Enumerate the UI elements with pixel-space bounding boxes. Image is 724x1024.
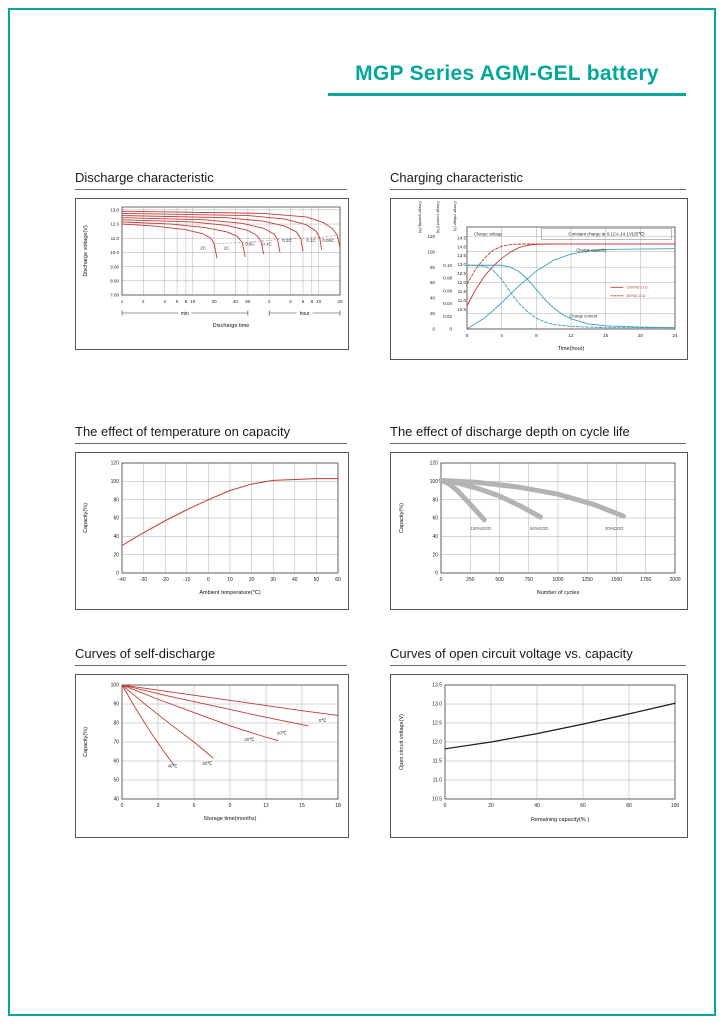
section-self-discharge (75, 646, 347, 848)
svg-text:8: 8 (184, 299, 188, 304)
svg-text:0: 0 (465, 333, 469, 338)
svg-text:2000: 2000 (669, 577, 681, 583)
svg-text:2: 2 (142, 299, 145, 304)
section-title-ocv: Curves of open circuit voltage vs. capacity (390, 646, 686, 666)
svg-text:80: 80 (626, 803, 632, 809)
svg-text:0: 0 (439, 577, 443, 583)
svg-text:0.1C: 0.1C (306, 238, 316, 244)
self-discharge-plot (76, 675, 348, 837)
svg-text:60: 60 (113, 515, 119, 522)
svg-text:11.0: 11.0 (432, 777, 442, 784)
charging-characteristic-chart (390, 198, 688, 360)
svg-text:Storage time(months): Storage time(months) (203, 816, 257, 822)
discharge-characteristic-chart (75, 198, 349, 350)
discharge-characteristic-plot (76, 199, 348, 349)
svg-text:20: 20 (488, 803, 494, 809)
svg-text:80: 80 (432, 497, 438, 504)
svg-text:Charge current: Charge current (569, 313, 598, 319)
svg-text:120: 120 (110, 460, 119, 467)
svg-text:Time(hour): Time(hour) (557, 346, 585, 352)
svg-text:Discharge voltage(V): Discharge voltage(V) (83, 225, 89, 277)
svg-text:0: 0 (449, 326, 452, 332)
svg-text:6: 6 (192, 803, 196, 809)
svg-text:Capacity(%): Capacity(%) (83, 503, 89, 533)
svg-text:Remaining capacity(% ): Remaining capacity(% ) (530, 817, 590, 823)
svg-text:-10: -10 (183, 577, 191, 583)
ocv-capacity-plot (391, 675, 687, 837)
page-header (328, 62, 686, 96)
svg-text:20: 20 (637, 333, 643, 338)
temperature-capacity-plot (76, 453, 348, 609)
svg-text:100: 100 (670, 803, 680, 809)
svg-text:0℃: 0℃ (318, 718, 327, 724)
svg-text:13.0: 13.0 (457, 262, 466, 268)
section-charging-characteristic (390, 170, 686, 370)
svg-text:1000: 1000 (552, 577, 564, 583)
svg-text:0.08: 0.08 (443, 275, 452, 281)
section-ocv-capacity (390, 646, 686, 848)
svg-text:40: 40 (429, 295, 435, 301)
svg-text:14.0: 14.0 (457, 244, 466, 250)
svg-text:100: 100 (429, 479, 438, 486)
section-temperature-capacity (75, 424, 347, 620)
svg-text:10: 10 (316, 299, 322, 304)
svg-text:24: 24 (672, 333, 678, 338)
section-title-discharge: Discharge characteristic (75, 170, 347, 190)
section-title-self-discharge: Curves of self-discharge (75, 646, 347, 666)
svg-text:60: 60 (335, 577, 341, 583)
svg-text:0.04: 0.04 (443, 301, 452, 307)
svg-text:min: min (180, 310, 189, 317)
section-cycle-life (390, 424, 686, 620)
svg-text:10: 10 (227, 577, 233, 583)
svg-text:11.5: 11.5 (457, 289, 466, 295)
svg-text:70: 70 (113, 739, 119, 746)
svg-text:Open circuit voltage(V): Open circuit voltage(V) (399, 714, 405, 770)
svg-text:12.0: 12.0 (110, 221, 119, 227)
svg-text:Charge voltage: Charge voltage (473, 231, 503, 237)
svg-text:9.00: 9.00 (110, 264, 119, 270)
svg-text:20: 20 (432, 552, 438, 559)
svg-text:100: 100 (110, 479, 119, 486)
svg-text:10.5: 10.5 (457, 306, 466, 312)
svg-text:12.0: 12.0 (432, 739, 442, 746)
svg-text:80: 80 (113, 497, 119, 504)
svg-text:30: 30 (270, 577, 276, 583)
svg-text:0: 0 (120, 803, 124, 809)
svg-text:20: 20 (337, 299, 343, 304)
svg-text:6: 6 (301, 299, 305, 304)
svg-text:60: 60 (245, 299, 251, 304)
svg-text:60: 60 (113, 758, 119, 765)
svg-text:10℃: 10℃ (276, 730, 287, 736)
svg-text:20℃: 20℃ (244, 737, 255, 743)
svg-text:1500: 1500 (610, 577, 623, 583)
svg-text:0.10: 0.10 (443, 262, 452, 268)
svg-text:250: 250 (466, 577, 475, 583)
svg-text:8.00: 8.00 (110, 278, 119, 284)
svg-text:2C: 2C (200, 245, 207, 251)
svg-text:12.0: 12.0 (457, 280, 466, 286)
page-title: MGP Series AGM-GEL battery (355, 62, 659, 85)
self-discharge-chart (75, 674, 349, 838)
cycle-life-plot (391, 453, 687, 609)
svg-text:100%D.O.D: 100%D.O.D (626, 284, 648, 290)
svg-text:4: 4 (289, 299, 292, 304)
svg-text:40: 40 (113, 534, 119, 541)
section-title-charging: Charging characteristic (390, 170, 686, 190)
svg-text:100%DOD: 100%DOD (470, 525, 492, 531)
svg-text:-30: -30 (139, 577, 148, 583)
svg-text:10: 10 (190, 299, 196, 304)
svg-text:20: 20 (113, 552, 119, 559)
svg-text:Discharge time: Discharge time (212, 323, 250, 329)
svg-text:0: 0 (116, 570, 119, 577)
svg-text:13.0: 13.0 (110, 207, 119, 213)
svg-text:13.5: 13.5 (432, 682, 442, 689)
svg-text:40: 40 (292, 577, 298, 583)
svg-text:Capacity(%): Capacity(%) (83, 727, 89, 757)
svg-text:100: 100 (427, 249, 435, 255)
svg-text:6: 6 (175, 299, 179, 304)
svg-text:20: 20 (248, 577, 255, 583)
svg-text:15: 15 (299, 803, 305, 809)
svg-text:120: 120 (429, 460, 438, 467)
svg-text:100: 100 (110, 682, 119, 689)
svg-text:30%DOD: 30%DOD (604, 525, 624, 531)
svg-text:Charge quantity (%): Charge quantity (%) (418, 201, 422, 233)
svg-text:1750: 1750 (640, 577, 652, 583)
svg-text:13.0: 13.0 (432, 701, 442, 708)
svg-text:8: 8 (310, 299, 314, 304)
svg-text:Number of cycles: Number of cycles (536, 590, 580, 596)
svg-text:120: 120 (427, 233, 435, 239)
svg-text:Charge current (CA): Charge current (CA) (436, 201, 440, 234)
svg-text:10.5: 10.5 (432, 796, 442, 803)
svg-text:16: 16 (603, 333, 609, 338)
svg-text:11.0: 11.0 (110, 235, 119, 241)
svg-text:1250: 1250 (581, 577, 593, 583)
svg-text:0: 0 (435, 570, 438, 577)
cycle-life-chart (390, 452, 688, 610)
ocv-capacity-chart (390, 674, 688, 838)
svg-text:12.5: 12.5 (432, 720, 442, 727)
svg-text:60: 60 (432, 515, 438, 522)
svg-text:60: 60 (429, 280, 435, 286)
svg-text:-20: -20 (161, 577, 169, 583)
svg-text:12: 12 (263, 803, 269, 809)
svg-text:7.00: 7.00 (110, 292, 119, 298)
svg-text:-40: -40 (118, 577, 126, 583)
svg-text:0.6C: 0.6C (245, 241, 255, 247)
svg-text:40: 40 (113, 796, 119, 803)
svg-text:80: 80 (113, 720, 119, 727)
svg-text:hour: hour (299, 310, 310, 317)
svg-text:0.05C: 0.05C (322, 238, 335, 244)
svg-text:14.5: 14.5 (457, 235, 466, 241)
svg-text:0.2C: 0.2C (282, 238, 292, 244)
svg-text:10.0: 10.0 (110, 250, 119, 256)
svg-text:50%D.O.D: 50%D.O.D (626, 292, 646, 298)
svg-text:90: 90 (113, 701, 119, 708)
svg-text:30℃: 30℃ (202, 760, 213, 766)
svg-text:50%DOD: 50%DOD (530, 525, 549, 531)
svg-text:9: 9 (228, 803, 232, 809)
svg-text:40: 40 (432, 534, 438, 541)
svg-text:Ambient temperature(℃): Ambient temperature(℃) (199, 590, 261, 596)
svg-text:50: 50 (313, 577, 320, 583)
svg-text:Capacity(%): Capacity(%) (399, 503, 405, 533)
svg-text:20: 20 (429, 311, 435, 317)
svg-text:Charge capacity: Charge capacity (576, 247, 607, 253)
svg-text:40℃: 40℃ (167, 763, 178, 769)
svg-text:11.0: 11.0 (457, 297, 466, 303)
svg-text:8: 8 (535, 333, 538, 338)
section-discharge-characteristic (75, 170, 347, 360)
svg-text:0.4C: 0.4C (262, 241, 272, 247)
temperature-capacity-chart (75, 452, 349, 610)
svg-text:3: 3 (156, 803, 160, 809)
svg-text:20: 20 (211, 299, 217, 304)
svg-text:12.5: 12.5 (457, 271, 466, 277)
section-title-cycle-life: The effect of discharge depth on cycle life (390, 424, 686, 444)
section-title-temperature: The effect of temperature on capacity (75, 424, 347, 444)
svg-text:0: 0 (207, 577, 210, 583)
svg-text:Charge voltage (V): Charge voltage (V) (453, 201, 457, 232)
svg-text:11.5: 11.5 (432, 758, 442, 765)
svg-text:1C: 1C (223, 245, 230, 251)
svg-text:4: 4 (500, 333, 503, 338)
charging-characteristic-plot (391, 199, 687, 359)
svg-text:4: 4 (163, 299, 166, 304)
svg-text:500: 500 (495, 577, 504, 583)
svg-text:0: 0 (432, 326, 435, 332)
svg-text:0.06: 0.06 (443, 288, 452, 294)
svg-text:0.02: 0.02 (443, 313, 452, 319)
svg-text:750: 750 (524, 577, 533, 583)
svg-text:1: 1 (120, 299, 124, 304)
svg-text:40: 40 (534, 803, 540, 809)
svg-text:2: 2 (267, 299, 271, 304)
svg-text:40: 40 (232, 299, 238, 304)
svg-text:60: 60 (580, 803, 586, 809)
svg-text:80: 80 (429, 264, 435, 270)
svg-text:Constant charge at 0.1CA-14.1V: Constant charge at 0.1CA-14.1V(25℃) (568, 231, 645, 237)
svg-text:12: 12 (568, 333, 574, 338)
svg-text:18: 18 (335, 803, 341, 809)
svg-text:0: 0 (443, 803, 447, 809)
svg-text:13.5: 13.5 (457, 253, 466, 259)
svg-text:50: 50 (113, 777, 119, 784)
